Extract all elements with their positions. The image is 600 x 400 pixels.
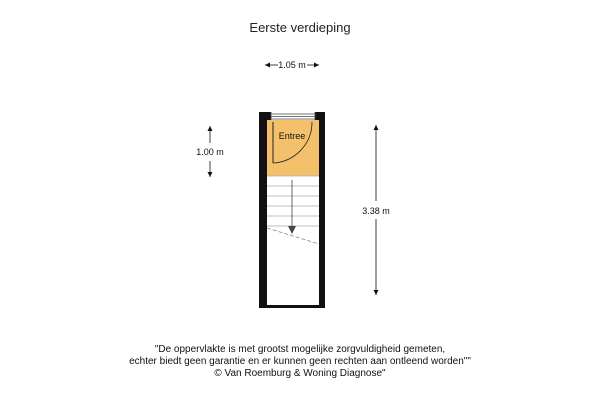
entree-height-dimension-label: 1.00 m [196, 147, 224, 157]
disclaimer-line-2: echter biedt geen garantie en er kunnen geen rechten aan ontleend worden"" [129, 356, 471, 367]
floor-title: Eerste verdieping [249, 20, 351, 35]
room-label-entree: Entree [278, 131, 306, 141]
width-dimension-label: 1.05 m [278, 60, 306, 70]
top-window [271, 112, 315, 120]
disclaimer [0, 344, 600, 380]
disclaimer-line-3: © Van Roemburg & Woning Diagnose" [214, 368, 386, 379]
disclaimer-line-1: "De oppervlakte is met grootst mogelijke zorgvuldigheid gemeten, [154, 344, 446, 355]
total-height-dimension-label: 3.38 m [362, 206, 390, 216]
